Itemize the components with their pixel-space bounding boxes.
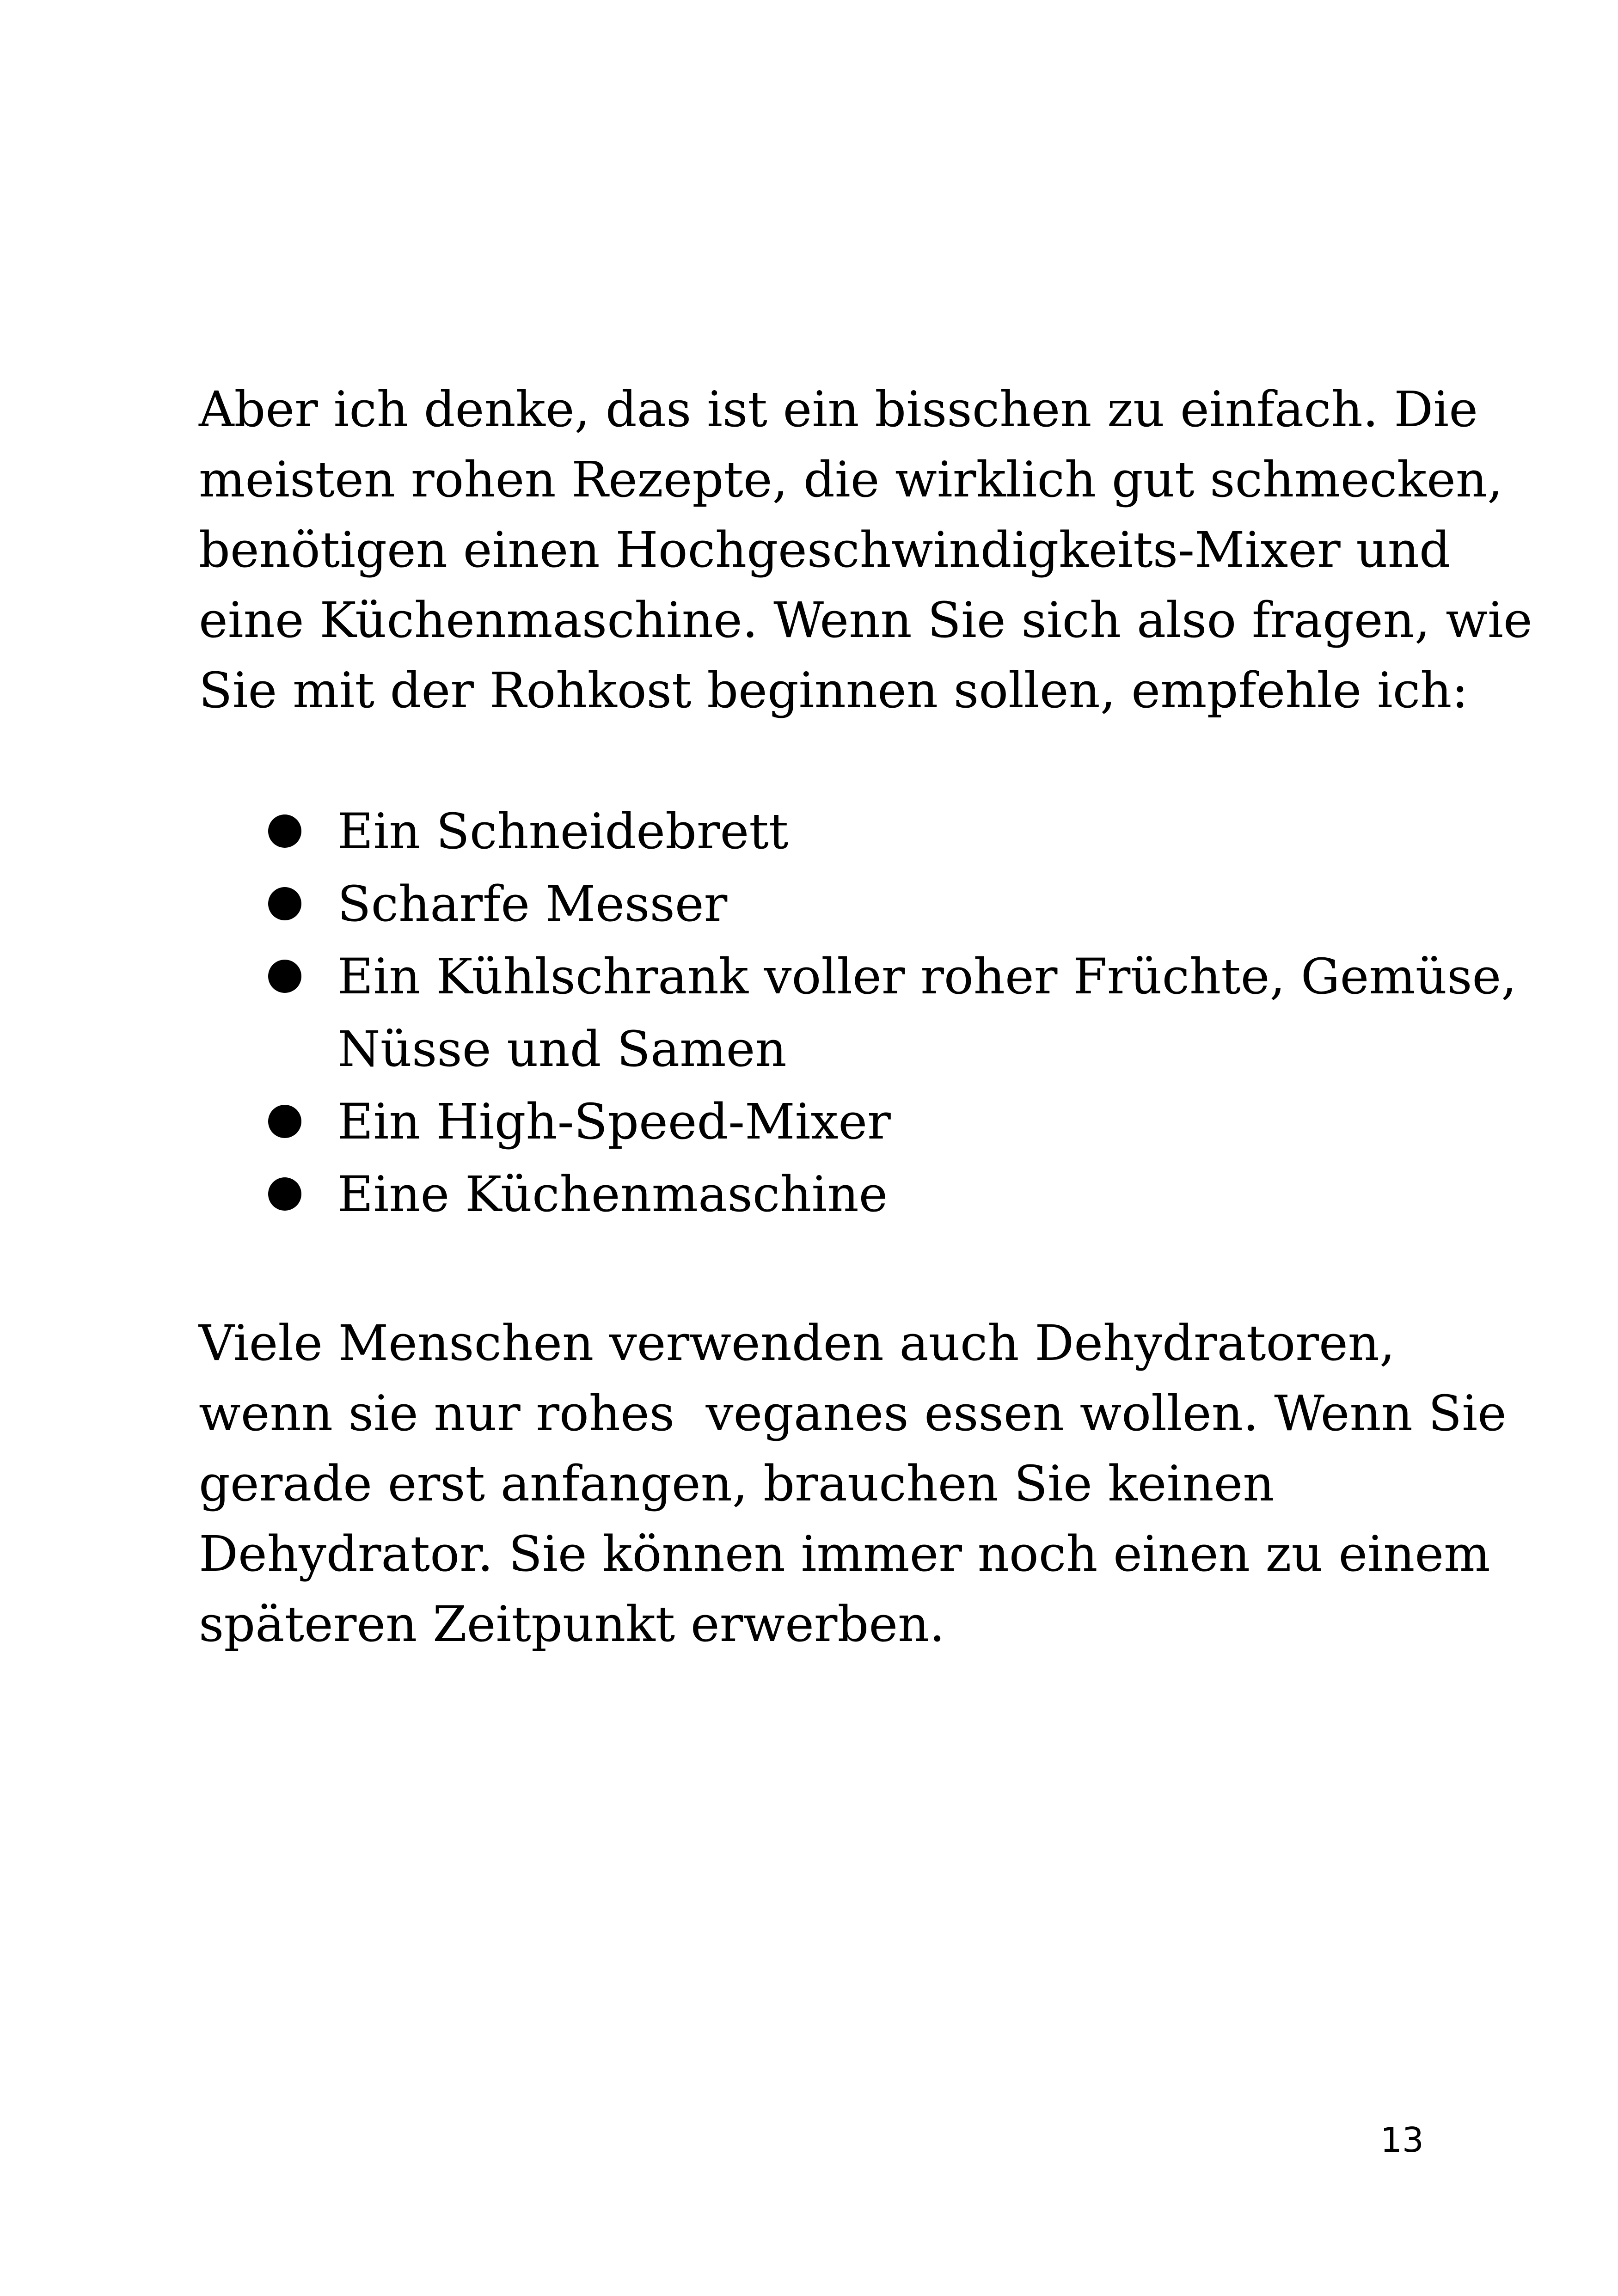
paragraph-line: meisten rohen Rezepte, die wirklich gut schmecken, (199, 451, 1503, 508)
bullet-dot-icon (268, 814, 301, 848)
list-item-text: Ein Schneidebrett (337, 803, 789, 860)
list-item (268, 1158, 1479, 1231)
paragraph-line: wenn sie nur rohes veganes essen wollen. Wenn Sie (199, 1385, 1507, 1442)
closing-paragraph (199, 1308, 1507, 1659)
bullet-dot-icon (268, 1177, 301, 1211)
bullet-dot-icon (268, 1105, 301, 1138)
paragraph-line: Dehydrator. Sie können immer noch einen zu einem (199, 1525, 1490, 1582)
paragraph-line: späteren Zeitpunkt erwerben. (199, 1596, 945, 1653)
paragraph-line: Viele Menschen verwenden auch Dehydratoren, (199, 1315, 1395, 1371)
list-item (268, 868, 1479, 940)
paragraph-line: Sie mit der Rohkost beginnen sollen, empfehle ich: (199, 662, 1469, 719)
list-item (268, 940, 1517, 1085)
paragraph-line: eine Küchenmaschine. Wenn Sie sich also fragen, wie (199, 592, 1532, 649)
paragraph-line: benötigen einen Hochgeschwindigkeits-Mixer und (199, 521, 1451, 578)
list-item-text-continuation: Nüsse und Samen (337, 1021, 787, 1078)
list-item-text: Ein High-Speed-Mixer (337, 1093, 891, 1150)
paragraph-line: Aber ich denke, das ist ein bisschen zu einfach. Die (199, 381, 1478, 438)
paragraph-line: gerade erst anfangen, brauchen Sie keinen (199, 1455, 1275, 1512)
list-item-text: Ein Kühlschrank voller roher Früchte, Gemüse, (337, 948, 1517, 1005)
list-item (268, 1085, 1479, 1158)
list-item-text: Scharfe Messer (337, 876, 728, 932)
list-item-text: Eine Küchenmaschine (337, 1166, 888, 1223)
list-item (268, 795, 1479, 868)
bullet-dot-icon (268, 960, 301, 993)
intro-paragraph (199, 374, 1532, 726)
bullet-dot-icon (268, 887, 301, 920)
page-number: 13 (1380, 2120, 1424, 2160)
equipment-list (268, 795, 1517, 1231)
